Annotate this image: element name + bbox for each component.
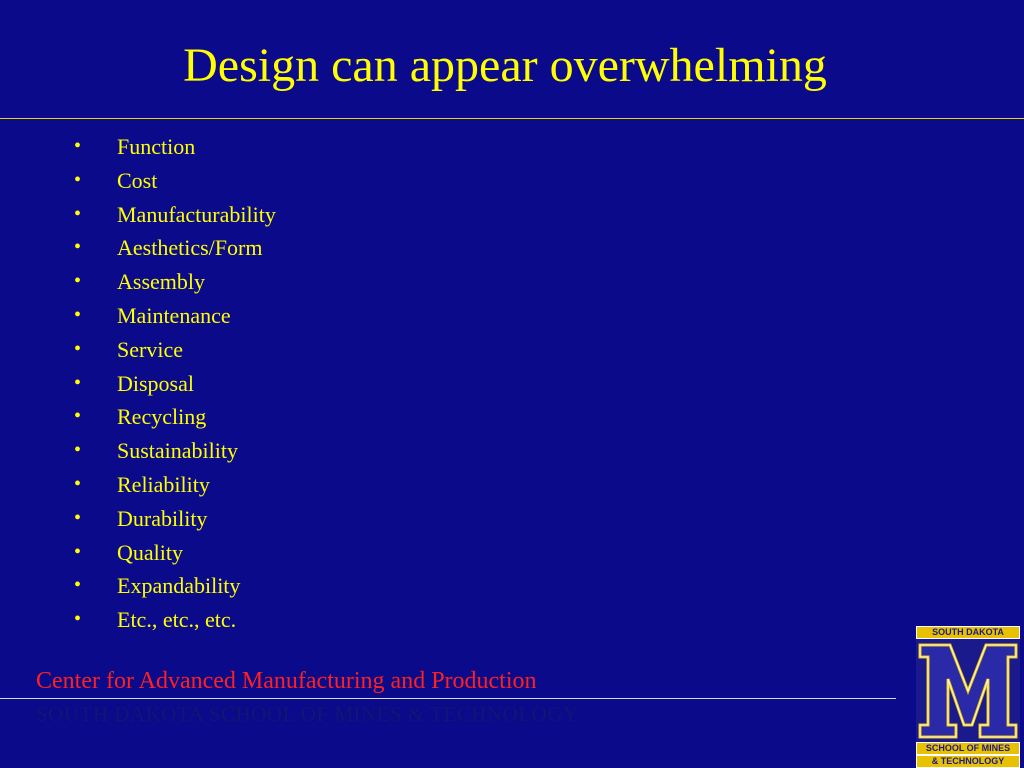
bullet-item [72,536,276,570]
bullet-dot: • [74,270,82,293]
bullet-text: Reliability [117,471,210,497]
bullet-item [72,434,276,468]
bullet-text: Disposal [117,370,194,396]
bullet-text: Quality [117,539,183,565]
bullet-dot: • [74,303,82,326]
bullet-item [72,164,276,198]
bullet-text: Sustainability [117,438,238,464]
bullet-text: Maintenance [117,302,231,328]
bullet-dot: • [74,371,82,394]
bullet-item [72,333,276,367]
bullet-text: Manufacturability [117,201,276,227]
bullet-list [72,130,276,637]
bullet-item [72,367,276,401]
bullet-dot: • [74,439,82,462]
sdsmt-logo [916,626,1020,768]
bullet-dot: • [74,608,82,631]
bullet-dot: • [74,168,82,191]
bullet-text: Recycling [117,404,207,430]
bullet-text: Service [117,336,183,362]
footer-school-name: SOUTH DAKOTA SCHOOL OF MINES & TECHNOLOGY [36,702,579,726]
bullet-item [72,299,276,333]
bullet-text: Aesthetics/Form [117,235,263,261]
bullet-item [72,130,276,164]
logo-band-middle: SCHOOL OF MINES [916,742,1020,755]
logo-band-bottom: & TECHNOLOGY [916,755,1020,768]
bullet-item [72,198,276,232]
bullet-item [72,603,276,637]
slide-title: Design can appear overwhelming [183,39,827,92]
bullet-text: Assembly [117,269,205,295]
sdsmt-m-logo-icon [916,639,1020,742]
bullet-dot: • [74,472,82,495]
bullet-dot: • [74,574,82,597]
bullet-dot: • [74,135,82,157]
bullet-item [72,569,276,603]
bullet-dot: • [74,236,82,259]
bullet-text: Durability [117,505,208,531]
bullet-dot: • [74,337,82,360]
bullet-text: Cost [117,167,158,193]
bullet-text: Etc., etc., etc. [117,607,237,633]
logo-band-top: SOUTH DAKOTA [916,626,1020,639]
bullet-item [72,265,276,299]
bullet-dot: • [74,540,82,563]
bullet-dot: • [74,202,82,225]
bullet-item [72,502,276,536]
bullet-dot: • [74,506,82,529]
title-divider [0,118,1024,119]
bullet-item [72,468,276,502]
footer-divider [0,698,896,699]
bullet-text: Function [117,134,196,159]
bullet-item [72,231,276,265]
bullet-dot: • [74,405,82,428]
bullet-text: Expandability [117,573,241,599]
bullet-item [72,400,276,434]
footer-organization: Center for Advanced Manufacturing and Production [36,668,537,694]
